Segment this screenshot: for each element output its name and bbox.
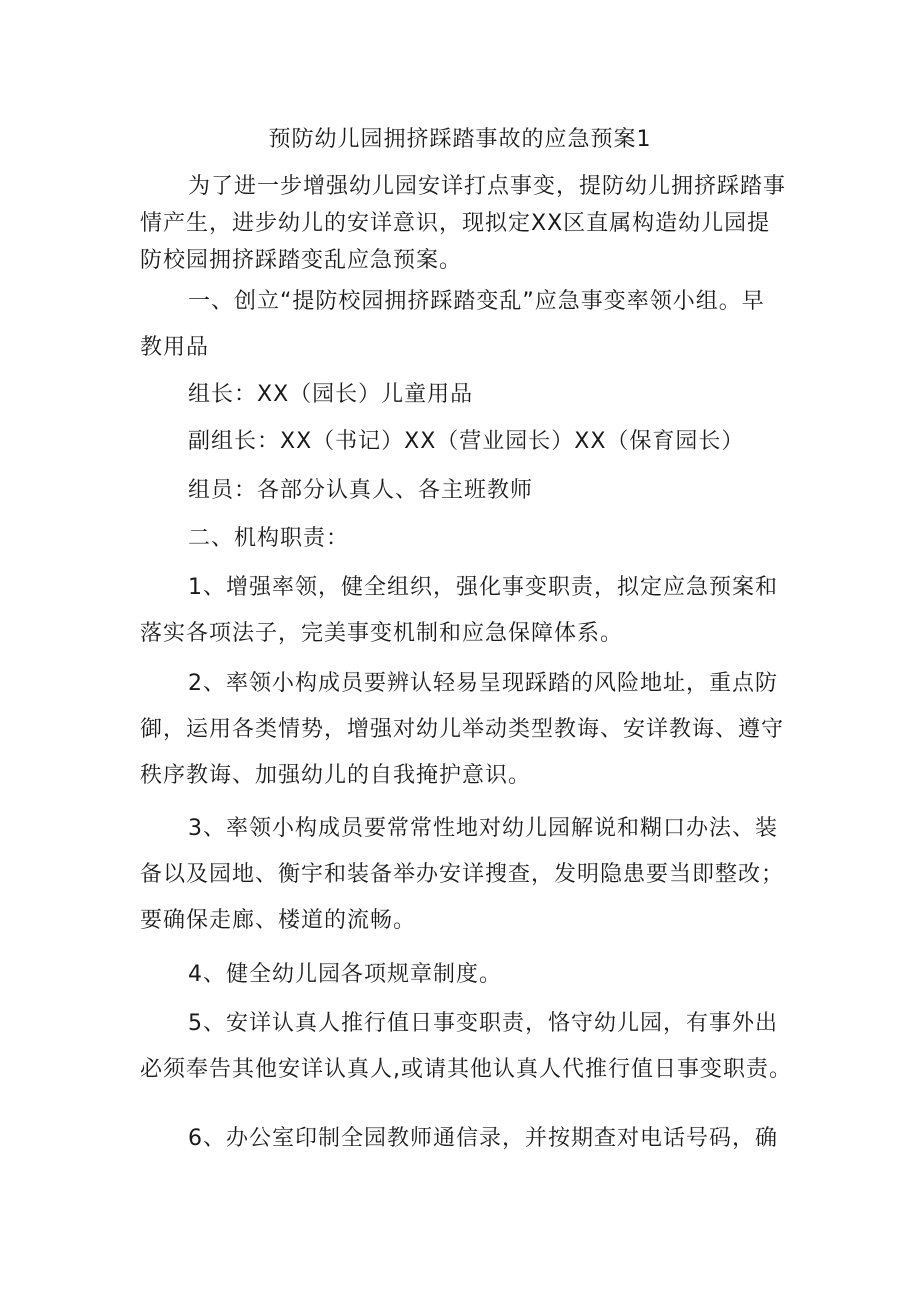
text-line: 情产生，进步幼儿的安详意识，现拟定XX区直属构造幼儿园提 [140, 211, 771, 236]
text-line: 防校园拥挤踩踏变乱应急预案。 [140, 248, 463, 273]
vice-leader-line [140, 419, 790, 465]
text-line: 4、健全幼儿园各项规章制度。 [188, 962, 502, 987]
item-6 [140, 1116, 790, 1162]
item-2 [140, 661, 790, 799]
leader-line [140, 372, 790, 418]
text-line: 组长：XX（园长）儿童用品 [188, 382, 474, 407]
item-4 [140, 952, 790, 998]
text-line: 必须奉告其他安详认真人,或请其他认真人代推行值日事变职责。 [140, 1057, 792, 1082]
text-line: 落实各项法子，完美事变机制和应急保障体系。 [140, 621, 624, 646]
text-line: 副组长：XX（书记）XX（营业园长）XX（保育园长） [188, 429, 745, 454]
item-1 [140, 565, 790, 657]
text-line: 备以及园地、衡宇和装备举办安详搜查，发明隐患要当即整改； [140, 862, 785, 887]
text-line: 二、机构职责： [188, 526, 350, 551]
text-line: 秩序教诲、加强幼儿的自我掩护意识。 [140, 763, 532, 788]
document-title: 预防幼儿园拥挤踩踏事故的应急预案1 [268, 127, 652, 152]
item-3 [140, 806, 790, 944]
text-line: 组员：各部分认真人、各主班教师 [188, 478, 534, 503]
intro-paragraph [140, 168, 790, 279]
text-line: 御，运用各类情势，增强对幼儿举动类型教诲、安详教诲、遵守 [140, 717, 785, 742]
text-line: 3、率领小构成员要常常性地对幼儿园解说和糊口办法、装 [188, 816, 778, 841]
text-line: 为了进一步增强幼儿园安详打点事变，提防幼儿拥挤踩踏事 [188, 174, 787, 199]
text-line: 1、增强率领，健全组织，强化事变职责，拟定应急预案和 [188, 575, 778, 600]
text-line: 2、率领小构成员要辨认轻易呈现踩踏的风险地址，重点防 [188, 671, 778, 696]
section1-heading [140, 279, 790, 371]
text-line: 教用品 [140, 335, 210, 360]
section2-heading [140, 516, 790, 562]
text-line: 一、创立“提防校园拥挤踩踏变乱”应急事变率领小组。早 [188, 289, 765, 314]
text-line: 6、办公室印制全园教师通信录，并按期查对电话号码，确 [188, 1126, 778, 1151]
text-line: 5、安详认真人推行值日事变职责，恪守幼儿园，有事外出 [188, 1011, 778, 1036]
members-line [140, 468, 790, 514]
text-line: 要确保走廊、楼道的流畅。 [140, 908, 417, 933]
item-5 [140, 1001, 790, 1093]
